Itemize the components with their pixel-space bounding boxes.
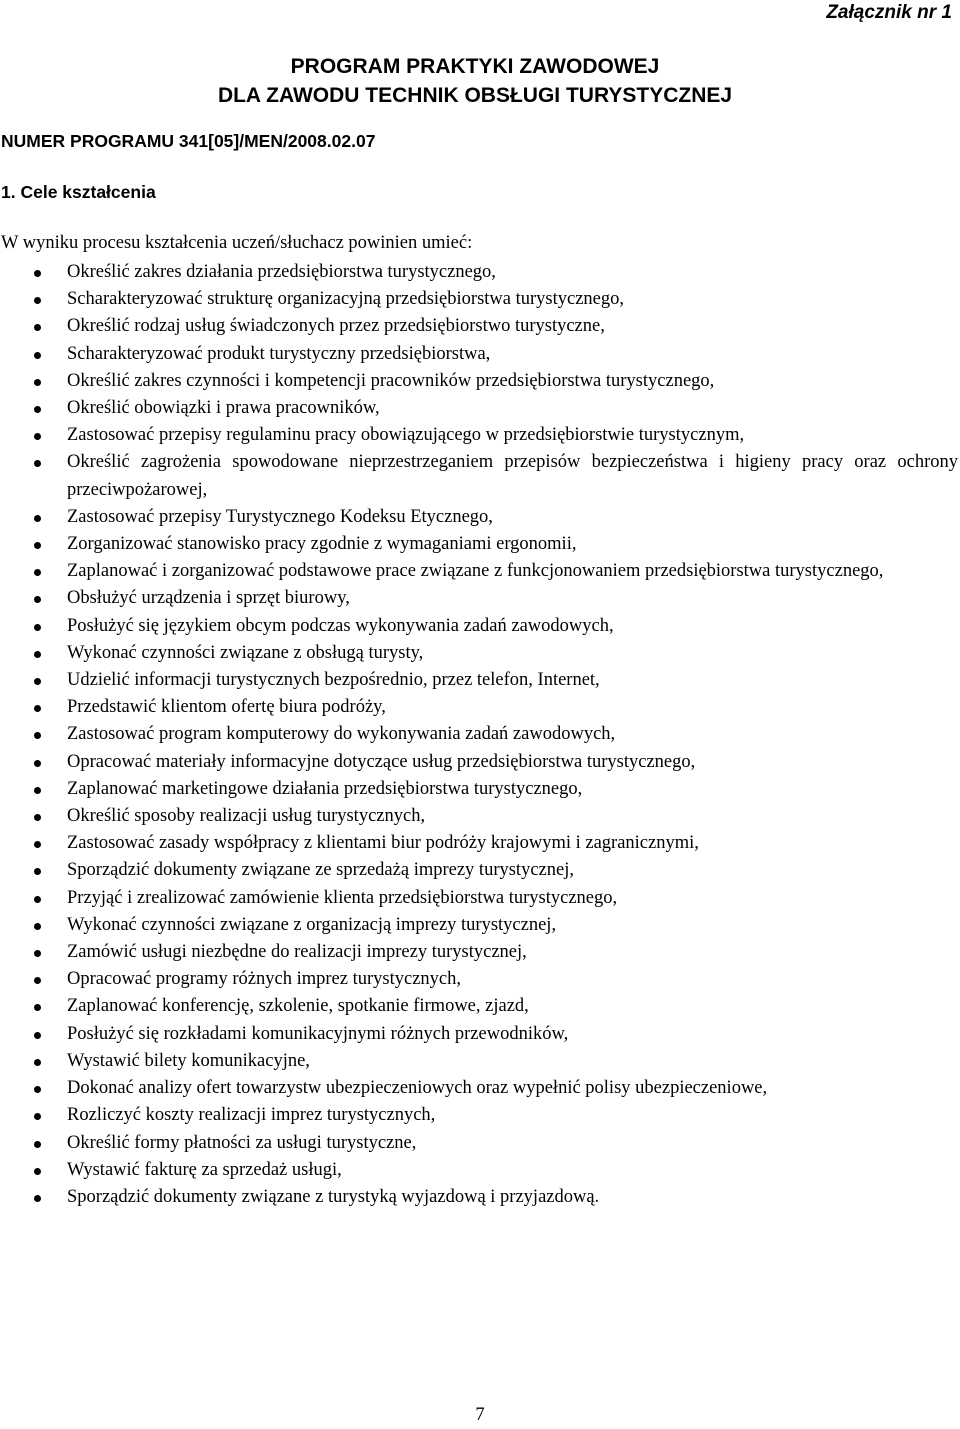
document-title-line-2: DLA ZAWODU TECHNIK OBSŁUGI TURYSTYCZNEJ: [217, 84, 733, 107]
list-item: [0, 504, 958, 531]
list-item-text: Wykonać czynności związane z obsługą turysty,: [67, 642, 424, 663]
list-item-text: Określić formy płatności za usługi turystyczne,: [67, 1132, 417, 1153]
bullet-icon: [34, 542, 41, 549]
list-item: [0, 422, 958, 449]
bullet-icon: [34, 270, 41, 277]
bullet-icon: [34, 324, 41, 331]
bullet-icon: [34, 1059, 41, 1066]
list-item-text: Zorganizować stanowisko pracy zgodnie z wymaganiami ergonomii,: [67, 534, 577, 555]
list-item: [0, 286, 958, 313]
bullet-icon: [34, 624, 41, 631]
bullet-icon: [34, 1004, 41, 1011]
list-item-text: Rozliczyć koszty realizacji imprez turystycznych,: [67, 1105, 436, 1126]
list-item: [0, 667, 958, 694]
bullet-icon: [34, 814, 41, 821]
bullet-icon: [34, 1086, 41, 1093]
list-item: [0, 776, 958, 803]
list-item-text: Scharakteryzować strukturę organizacyjną przedsiębiorstwa turystycznego,: [67, 289, 625, 310]
list-item-text: Określić zakres działania przedsiębiorstwa turystycznego,: [67, 262, 496, 282]
list-item-text: Posłużyć się rozkładami komunikacyjnymi różnych przewodników,: [67, 1023, 569, 1044]
list-item: [0, 803, 958, 830]
bullet-icon: [34, 1141, 41, 1148]
list-item-text: Dokonać analizy ofert towarzystw ubezpieczeniowych oraz wypełnić polisy ubezpieczeniowe,: [67, 1078, 768, 1099]
list-item: [0, 1021, 958, 1048]
list-item: [0, 640, 958, 667]
list-item: [0, 939, 958, 966]
list-item-text: Udzielić informacji turystycznych bezpośrednio, przez telefon, Internet,: [67, 670, 600, 691]
bullet-icon: [34, 950, 41, 957]
annex-label: Załącznik nr 1: [826, 2, 952, 23]
bullet-icon: [34, 596, 41, 603]
list-item: [0, 830, 958, 857]
list-item-text: Opracować programy różnych imprez turystycznych,: [67, 969, 461, 990]
list-item-text: Wystawić fakturę za sprzedaż usługi,: [67, 1159, 342, 1180]
list-item: [0, 1075, 958, 1102]
list-item: [0, 585, 958, 612]
bullet-icon: [34, 896, 41, 903]
bullet-icon: [34, 868, 41, 875]
bullet-icon: [34, 297, 41, 304]
list-item: [0, 1102, 958, 1129]
bullet-icon: [34, 1032, 41, 1039]
list-item-text: Opracować materiały informacyjne dotyczące usług przedsiębiorstwa turystycznego,: [67, 751, 696, 772]
bullet-icon: [34, 460, 41, 467]
list-item: [0, 721, 958, 748]
list-item: [0, 694, 958, 721]
list-item-text: Scharakteryzować produkt turystyczny przedsiębiorstwa,: [67, 343, 491, 364]
bullet-icon: [34, 406, 41, 413]
list-item: [0, 531, 958, 558]
list-item-text: Zastosować zasady współpracy z klientami biur podróży krajowymi i zagranicznymi,: [67, 833, 699, 854]
bullet-icon: [34, 1195, 41, 1202]
list-item: [0, 368, 958, 395]
list-item-text: Zastosować przepisy regulaminu pracy obowiązującego w przedsiębiorstwie turystycznym,: [67, 425, 745, 446]
bullet-icon: [34, 1168, 41, 1175]
page-number: 7: [475, 1405, 485, 1425]
list-item-text: Wykonać czynności związane z organizacją imprezy turystycznej,: [67, 914, 557, 935]
bullet-icon: [34, 923, 41, 930]
document-title-line-1: PROGRAM PRAKTYKI ZAWODOWEJ: [290, 55, 660, 78]
bullet-icon: [34, 433, 41, 440]
bullet-icon: [34, 841, 41, 848]
bullet-icon: [34, 787, 41, 794]
list-item-text: Zaplanować marketingowe działania przedsiębiorstwa turystycznego,: [67, 778, 583, 799]
list-item: [0, 1130, 958, 1157]
bullet-icon: [34, 1113, 41, 1120]
list-item-text: Określić obowiązki i prawa pracowników,: [67, 398, 380, 419]
list-item-text: Określić sposoby realizacji usług turystycznych,: [67, 806, 426, 827]
list-item-text: Zastosować przepisy Turystycznego Kodeksu Etycznego,: [67, 506, 493, 527]
list-item: [0, 449, 958, 503]
bullet-icon: [34, 732, 41, 739]
list-item: [0, 1184, 958, 1211]
list-item-text: Określić zagrożenia spowodowane nieprzestrzeganiem przepisów bezpieczeństwa i higieny pracy oraz ochrony przeciwpożarowej,: [67, 452, 958, 500]
list-item-text: Wystawić bilety komunikacyjne,: [67, 1050, 310, 1071]
list-item: [0, 259, 958, 286]
list-item: [0, 749, 958, 776]
list-item: [0, 993, 958, 1020]
bullet-icon: [34, 515, 41, 522]
list-item-text: Zaplanować i zorganizować podstawowe prace związane z funkcjonowaniem przedsiębiorstwa turystycznego,: [67, 561, 884, 582]
learning-goals-list: [0, 259, 958, 1211]
list-item: [0, 1048, 958, 1075]
list-item: [0, 558, 958, 585]
list-item: [0, 857, 958, 884]
bullet-icon: [34, 977, 41, 984]
list-item-text: Przedstawić klientom ofertę biura podróży,: [67, 697, 386, 718]
bullet-icon: [34, 379, 41, 386]
list-item-text: Sporządzić dokumenty związane ze sprzedażą imprezy turystycznej,: [67, 860, 574, 881]
list-item-text: Sporządzić dokumenty związane z turystyką wyjazdową i przyjazdową.: [67, 1186, 600, 1207]
list-item: [0, 1157, 958, 1184]
list-item-text: Określić rodzaj usług świadczonych przez przedsiębiorstwo turystyczne,: [67, 316, 605, 337]
list-item-text: Posłużyć się językiem obcym podczas wykonywania zadań zawodowych,: [67, 615, 614, 636]
list-item: [0, 395, 958, 422]
intro-text: W wyniku procesu kształcenia uczeń/słuchacz powinien umieć:: [1, 233, 473, 253]
list-item-text: Zastosować program komputerowy do wykonywania zadań zawodowych,: [67, 724, 616, 745]
bullet-icon: [34, 760, 41, 767]
list-item: [0, 912, 958, 939]
list-item: [0, 341, 958, 368]
section-heading: 1. Cele kształcenia: [1, 182, 156, 202]
list-item-text: Zamówić usługi niezbędne do realizacji imprezy turystycznej,: [67, 942, 527, 963]
list-item: [0, 613, 958, 640]
bullet-icon: [34, 651, 41, 658]
list-item-text: Określić zakres czynności i kompetencji pracowników przedsiębiorstwa turystycznego,: [67, 370, 715, 391]
list-item-text: Zaplanować konferencję, szkolenie, spotkanie firmowe, zjazd,: [67, 996, 529, 1017]
bullet-icon: [34, 569, 41, 576]
bullet-icon: [34, 352, 41, 359]
list-item: [0, 885, 958, 912]
program-number: NUMER PROGRAMU 341[05]/MEN/2008.02.07: [1, 131, 376, 151]
bullet-icon: [34, 678, 41, 685]
list-item-text: Obsłużyć urządzenia i sprzęt biurowy,: [67, 588, 350, 609]
list-item: [0, 313, 958, 340]
bullet-icon: [34, 705, 41, 712]
list-item-text: Przyjąć i zrealizować zamówienie klienta przedsiębiorstwa turystycznego,: [67, 887, 618, 908]
list-item: [0, 966, 958, 993]
